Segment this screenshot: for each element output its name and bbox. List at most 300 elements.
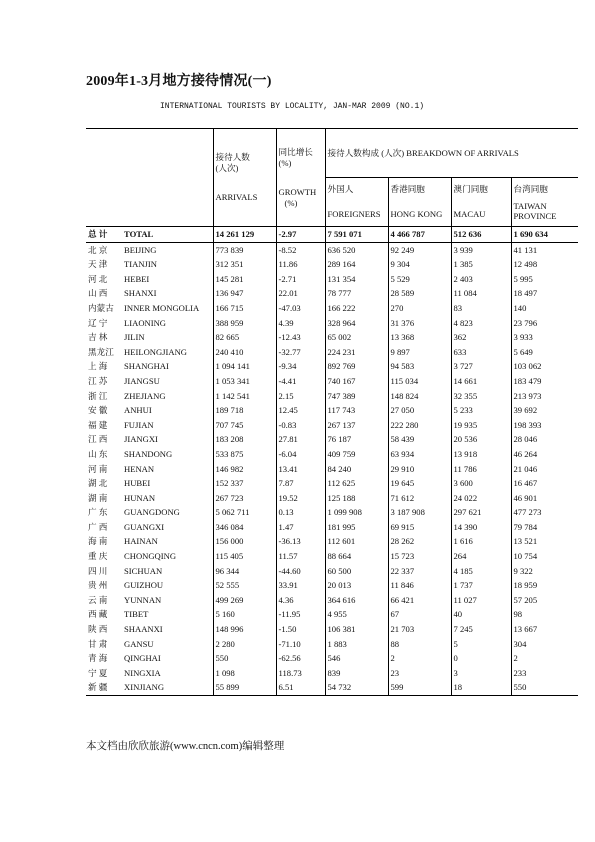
- region-cell: [86, 432, 213, 447]
- cell-macau: 11 786: [451, 462, 511, 477]
- region-en: YUNNAN: [124, 594, 162, 605]
- total-label: 总 计 TOTAL: [86, 227, 213, 243]
- cell-hongkong: 71 612: [388, 491, 451, 506]
- cell-hongkong: 222 280: [388, 418, 451, 433]
- cell-growth: -0.83: [276, 418, 325, 433]
- page-title: 2009年1-3月地方接待情况(一): [86, 74, 272, 89]
- region-en: HEILONGJIANG: [124, 346, 188, 357]
- cell-foreigners: 84 240: [325, 462, 388, 477]
- arrivals-header-cn-unit: (人次): [215, 163, 239, 173]
- region-cell: [86, 593, 213, 608]
- cell-foreigners: 20 013: [325, 578, 388, 593]
- table-row: [86, 286, 578, 301]
- cell-macau: 633: [451, 345, 511, 360]
- cell-hongkong: 28 589: [388, 286, 451, 301]
- growth-header: [276, 129, 325, 227]
- cell-hongkong: 2: [388, 651, 451, 666]
- cell-taiwan: 550: [511, 680, 578, 695]
- region-cn: 贵 州: [88, 580, 108, 591]
- cell-macau: 13 918: [451, 447, 511, 462]
- cell-foreigners: 60 500: [325, 564, 388, 579]
- cell-hongkong: 13 368: [388, 330, 451, 345]
- region-cell: [86, 301, 213, 316]
- cell-growth: 22.01: [276, 286, 325, 301]
- region-cn: 安 徽: [88, 405, 108, 416]
- region-cn: 福 建: [88, 419, 108, 430]
- cell-growth: 19.52: [276, 491, 325, 506]
- region-en: HUBEI: [124, 478, 151, 489]
- table-row: [86, 680, 578, 695]
- cell-foreigners: 4 955: [325, 607, 388, 622]
- total-hongkong: 4 466 787: [388, 227, 451, 243]
- region-cell: [86, 534, 213, 549]
- cell-hongkong: 22 337: [388, 564, 451, 579]
- table-row: [86, 272, 578, 287]
- region-cell: [86, 359, 213, 374]
- cell-arrivals: 312 351: [213, 257, 276, 272]
- table-row: [86, 359, 578, 374]
- cell-macau: 5 233: [451, 403, 511, 418]
- region-en: SHAANXI: [124, 624, 163, 635]
- table-row: [86, 666, 578, 681]
- cell-arrivals: 1 094 141: [213, 359, 276, 374]
- cell-hongkong: 31 376: [388, 316, 451, 331]
- cell-taiwan: 5 649: [511, 345, 578, 360]
- cell-foreigners: 181 995: [325, 520, 388, 535]
- cell-arrivals: 533 875: [213, 447, 276, 462]
- cell-macau: 14 661: [451, 374, 511, 389]
- region-cell: [86, 637, 213, 652]
- region-cn: 广 西: [88, 521, 108, 532]
- cell-hongkong: 69 915: [388, 520, 451, 535]
- cell-macau: 19 935: [451, 418, 511, 433]
- macau-header-cn: 澳门同胞: [453, 184, 488, 194]
- region-cell: [86, 257, 213, 272]
- cell-growth: -36.13: [276, 534, 325, 549]
- cell-arrivals: 136 947: [213, 286, 276, 301]
- table-row: [86, 520, 578, 535]
- cell-arrivals: 1 142 541: [213, 389, 276, 404]
- table-row: [86, 301, 578, 316]
- table-row: [86, 578, 578, 593]
- table-row: [86, 242, 578, 257]
- cell-macau: 3 727: [451, 359, 511, 374]
- table-row: [86, 622, 578, 637]
- cell-arrivals: 2 280: [213, 637, 276, 652]
- region-cn: 云 南: [88, 594, 108, 605]
- cell-foreigners: 267 137: [325, 418, 388, 433]
- region-en: ANHUI: [124, 405, 152, 416]
- cell-foreigners: 117 743: [325, 403, 388, 418]
- cell-arrivals: 5 062 711: [213, 505, 276, 520]
- cell-macau: 18: [451, 680, 511, 695]
- cell-foreigners: 106 381: [325, 622, 388, 637]
- taiwan-header: [511, 178, 578, 227]
- region-cn: 山 西: [88, 288, 108, 299]
- cell-arrivals: 346 084: [213, 520, 276, 535]
- footer-note: 本文档由欣欣旅游(www.cncn.com)编辑整理: [86, 741, 285, 752]
- region-cn: 甘 肃: [88, 638, 108, 649]
- region-cn: 湖 南: [88, 492, 108, 503]
- growth-header-cn: 同比增长: [278, 146, 313, 157]
- cell-macau: 264: [451, 549, 511, 564]
- table-row: [86, 593, 578, 608]
- cell-taiwan: 3 933: [511, 330, 578, 345]
- cell-growth: -12.43: [276, 330, 325, 345]
- region-cell: [86, 374, 213, 389]
- cell-foreigners: 289 164: [325, 257, 388, 272]
- cell-taiwan: 5 995: [511, 272, 578, 287]
- cell-taiwan: 21 046: [511, 462, 578, 477]
- cell-hongkong: 21 703: [388, 622, 451, 637]
- region-en: QINGHAI: [124, 653, 161, 664]
- region-en: FUJIAN: [124, 419, 154, 430]
- cell-growth: 6.51: [276, 680, 325, 695]
- cell-macau: 40: [451, 607, 511, 622]
- region-en: JIANGSU: [124, 375, 160, 386]
- cell-arrivals: 183 208: [213, 432, 276, 447]
- region-en: HENAN: [124, 463, 155, 474]
- cell-growth: 2.15: [276, 389, 325, 404]
- cell-taiwan: 12 498: [511, 257, 578, 272]
- cell-growth: 11.57: [276, 549, 325, 564]
- table-row: [86, 257, 578, 272]
- cell-foreigners: 839: [325, 666, 388, 681]
- region-cn: 陕 西: [88, 624, 108, 635]
- cell-taiwan: 103 062: [511, 359, 578, 374]
- region-cn: 上 海: [88, 361, 108, 372]
- cell-hongkong: 88: [388, 637, 451, 652]
- cell-hongkong: 66 421: [388, 593, 451, 608]
- region-cn: 浙 江: [88, 390, 108, 401]
- cell-arrivals: 267 723: [213, 491, 276, 506]
- page-subtitle: INTERNATIONAL TOURISTS BY LOCALITY, JAN-MAR 2009 (NO.1): [160, 102, 425, 111]
- region-cn: 宁 夏: [88, 667, 108, 678]
- cell-hongkong: 5 529: [388, 272, 451, 287]
- cell-macau: 1 385: [451, 257, 511, 272]
- cell-foreigners: 131 354: [325, 272, 388, 287]
- cell-macau: 3 600: [451, 476, 511, 491]
- cell-macau: 32 355: [451, 389, 511, 404]
- cell-growth: -32.77: [276, 345, 325, 360]
- region-cell: [86, 680, 213, 695]
- cell-taiwan: 79 784: [511, 520, 578, 535]
- table-row: [86, 316, 578, 331]
- arrivals-table: [86, 128, 578, 696]
- region-cell: [86, 607, 213, 622]
- region-cell: [86, 418, 213, 433]
- cell-taiwan: 477 273: [511, 505, 578, 520]
- region-cell: [86, 389, 213, 404]
- cell-foreigners: 65 002: [325, 330, 388, 345]
- region-cn: 辽 宁: [88, 317, 108, 328]
- region-cn: 广 东: [88, 507, 108, 518]
- table-row: [86, 403, 578, 418]
- region-cn: 黑龙江: [88, 346, 114, 357]
- cell-foreigners: 54 732: [325, 680, 388, 695]
- cell-foreigners: 636 520: [325, 242, 388, 257]
- region-en: JILIN: [124, 332, 145, 343]
- table-row: [86, 462, 578, 477]
- cell-growth: 4.36: [276, 593, 325, 608]
- cell-growth: -9.34: [276, 359, 325, 374]
- cell-foreigners: 747 389: [325, 389, 388, 404]
- cell-taiwan: 18 497: [511, 286, 578, 301]
- cell-growth: 118.73: [276, 666, 325, 681]
- region-cell: [86, 316, 213, 331]
- region-en: SHANGHAI: [124, 361, 169, 372]
- region-cn: 湖 北: [88, 478, 108, 489]
- cell-hongkong: 29 910: [388, 462, 451, 477]
- hongkong-header: [388, 178, 451, 227]
- cell-macau: 11 084: [451, 286, 511, 301]
- cell-foreigners: 112 625: [325, 476, 388, 491]
- region-en: SICHUAN: [124, 565, 163, 576]
- region-header: [86, 129, 213, 227]
- cell-taiwan: 28 046: [511, 432, 578, 447]
- cell-arrivals: 52 555: [213, 578, 276, 593]
- cell-hongkong: 67: [388, 607, 451, 622]
- cell-macau: 4 823: [451, 316, 511, 331]
- region-cn: 海 南: [88, 536, 108, 547]
- cell-taiwan: 213 973: [511, 389, 578, 404]
- cell-foreigners: 125 188: [325, 491, 388, 506]
- region-cn: 河 南: [88, 463, 108, 474]
- region-en: TIBET: [124, 609, 149, 620]
- cell-arrivals: 1 098: [213, 666, 276, 681]
- region-en: INNER MONGOLIA: [124, 302, 200, 313]
- table-row: [86, 374, 578, 389]
- region-cell: [86, 520, 213, 535]
- table-row: [86, 432, 578, 447]
- cell-growth: -44.60: [276, 564, 325, 579]
- cell-taiwan: 304: [511, 637, 578, 652]
- taiwan-header-cn: 台湾同胞: [513, 184, 548, 194]
- region-en: NINGXIA: [124, 667, 161, 678]
- region-en: XINJIANG: [124, 682, 165, 693]
- cell-hongkong: 28 262: [388, 534, 451, 549]
- cell-arrivals: 55 899: [213, 680, 276, 695]
- cell-arrivals: 96 344: [213, 564, 276, 579]
- region-cn: 重 庆: [88, 551, 108, 562]
- region-en: TIANJIN: [124, 259, 157, 270]
- cell-taiwan: 2: [511, 651, 578, 666]
- cell-arrivals: 166 715: [213, 301, 276, 316]
- region-en: ZHEJIANG: [124, 390, 166, 401]
- cell-hongkong: 9 897: [388, 345, 451, 360]
- cell-hongkong: 270: [388, 301, 451, 316]
- hongkong-header-cn: 香港同胞: [390, 184, 425, 194]
- region-en: BEIJING: [124, 244, 157, 255]
- macau-header-en: MACAU: [453, 208, 486, 219]
- region-en: GUANGXI: [124, 521, 165, 532]
- cell-arrivals: 499 269: [213, 593, 276, 608]
- cell-taiwan: 233: [511, 666, 578, 681]
- foreigners-header-en: FOREIGNERS: [327, 208, 381, 219]
- cell-growth: 7.87: [276, 476, 325, 491]
- cell-growth: 33.91: [276, 578, 325, 593]
- region-cell: [86, 651, 213, 666]
- foreigners-header-cn: 外国人: [327, 184, 354, 194]
- cell-hongkong: 19 645: [388, 476, 451, 491]
- cell-macau: 14 390: [451, 520, 511, 535]
- cell-hongkong: 23: [388, 666, 451, 681]
- cell-hongkong: 63 934: [388, 447, 451, 462]
- region-cn: 吉 林: [88, 332, 108, 343]
- cell-growth: -1.50: [276, 622, 325, 637]
- cell-taiwan: 18 959: [511, 578, 578, 593]
- table-row: [86, 534, 578, 549]
- cell-taiwan: 183 479: [511, 374, 578, 389]
- region-en: LIAONING: [124, 317, 167, 328]
- cell-growth: 11.86: [276, 257, 325, 272]
- cell-taiwan: 39 692: [511, 403, 578, 418]
- region-en: GUANGDONG: [124, 507, 180, 518]
- table-row: [86, 330, 578, 345]
- cell-hongkong: 27 050: [388, 403, 451, 418]
- cell-growth: 1.47: [276, 520, 325, 535]
- cell-macau: 0: [451, 651, 511, 666]
- region-cell: [86, 345, 213, 360]
- cell-foreigners: 364 616: [325, 593, 388, 608]
- region-cn: 青 海: [88, 653, 108, 664]
- cell-taiwan: 140: [511, 301, 578, 316]
- region-cn: 天 津: [88, 259, 108, 270]
- region-cell: [86, 447, 213, 462]
- cell-growth: -6.04: [276, 447, 325, 462]
- cell-arrivals: 240 410: [213, 345, 276, 360]
- cell-taiwan: 10 754: [511, 549, 578, 564]
- region-cn: 四 川: [88, 565, 108, 576]
- cell-arrivals: 189 718: [213, 403, 276, 418]
- table-row: [86, 637, 578, 652]
- cell-hongkong: 15 723: [388, 549, 451, 564]
- cell-hongkong: 94 583: [388, 359, 451, 374]
- region-cn: 新 疆: [88, 682, 108, 693]
- table-row: [86, 607, 578, 622]
- breakdown-header: 接待人数构成 (人次) BREAKDOWN OF ARRIVALS: [325, 129, 578, 178]
- region-cn: 江 西: [88, 434, 108, 445]
- total-foreigners: 7 591 071: [325, 227, 388, 243]
- cell-macau: 2 403: [451, 272, 511, 287]
- cell-hongkong: 58 439: [388, 432, 451, 447]
- cell-foreigners: 409 759: [325, 447, 388, 462]
- arrivals-header: [213, 129, 276, 227]
- region-cell: [86, 462, 213, 477]
- region-cn: 西 藏: [88, 609, 108, 620]
- taiwan-header-en-2: PROVINCE: [513, 210, 557, 221]
- cell-foreigners: 224 231: [325, 345, 388, 360]
- total-row: [86, 227, 578, 243]
- cell-taiwan: 41 131: [511, 242, 578, 257]
- region-en: GUIZHOU: [124, 580, 164, 591]
- cell-arrivals: 388 959: [213, 316, 276, 331]
- cell-arrivals: 148 996: [213, 622, 276, 637]
- region-cell: [86, 286, 213, 301]
- cell-macau: 20 536: [451, 432, 511, 447]
- cell-growth: 13.41: [276, 462, 325, 477]
- cell-macau: 11 027: [451, 593, 511, 608]
- table-row: [86, 651, 578, 666]
- growth-header-cn-unit: (%): [278, 157, 292, 168]
- cell-foreigners: 112 601: [325, 534, 388, 549]
- cell-taiwan: 9 322: [511, 564, 578, 579]
- cell-arrivals: 152 337: [213, 476, 276, 491]
- cell-taiwan: 198 393: [511, 418, 578, 433]
- total-taiwan: 1 690 634: [511, 227, 578, 243]
- cell-taiwan: 13 667: [511, 622, 578, 637]
- table-row: [86, 418, 578, 433]
- region-cell: [86, 505, 213, 520]
- region-en: SHANDONG: [124, 448, 173, 459]
- cell-foreigners: 88 664: [325, 549, 388, 564]
- cell-foreigners: 166 222: [325, 301, 388, 316]
- cell-hongkong: 599: [388, 680, 451, 695]
- cell-foreigners: 76 187: [325, 432, 388, 447]
- cell-hongkong: 92 249: [388, 242, 451, 257]
- cell-foreigners: 1 099 908: [325, 505, 388, 520]
- cell-taiwan: 13 521: [511, 534, 578, 549]
- table-row: [86, 447, 578, 462]
- region-en: HUNAN: [124, 492, 156, 503]
- total-arrivals: 14 261 129: [213, 227, 276, 243]
- cell-arrivals: 156 000: [213, 534, 276, 549]
- cell-macau: 24 022: [451, 491, 511, 506]
- cell-macau: 362: [451, 330, 511, 345]
- cell-hongkong: 3 187 908: [388, 505, 451, 520]
- region-cell: [86, 403, 213, 418]
- cell-taiwan: 57 205: [511, 593, 578, 608]
- cell-macau: 83: [451, 301, 511, 316]
- region-cell: [86, 272, 213, 287]
- region-cell: [86, 666, 213, 681]
- cell-growth: -47.03: [276, 301, 325, 316]
- region-en: JIANGXI: [124, 434, 158, 445]
- region-en: GANSU: [124, 638, 154, 649]
- cell-foreigners: 328 964: [325, 316, 388, 331]
- region-en: CHONGQING: [124, 551, 177, 562]
- cell-arrivals: 146 982: [213, 462, 276, 477]
- cell-growth: 0.13: [276, 505, 325, 520]
- cell-arrivals: 1 053 341: [213, 374, 276, 389]
- cell-arrivals: 550: [213, 651, 276, 666]
- macau-header: [451, 178, 511, 227]
- region-cn: 河 北: [88, 273, 108, 284]
- cell-hongkong: 11 846: [388, 578, 451, 593]
- region-cell: [86, 564, 213, 579]
- table-row: [86, 549, 578, 564]
- cell-hongkong: 9 304: [388, 257, 451, 272]
- table-row: [86, 389, 578, 404]
- table-row: [86, 505, 578, 520]
- cell-macau: 297 621: [451, 505, 511, 520]
- hongkong-header-en: HONG KONG: [390, 208, 443, 219]
- cell-macau: 5: [451, 637, 511, 652]
- growth-header-en-unit: (%): [284, 197, 298, 208]
- table-row: [86, 345, 578, 360]
- cell-growth: 12.45: [276, 403, 325, 418]
- cell-macau: 3 939: [451, 242, 511, 257]
- cell-arrivals: 707 745: [213, 418, 276, 433]
- region-cn: 江 苏: [88, 375, 108, 386]
- cell-macau: 1 737: [451, 578, 511, 593]
- cell-taiwan: 16 467: [511, 476, 578, 491]
- total-macau: 512 636: [451, 227, 511, 243]
- cell-arrivals: 115 405: [213, 549, 276, 564]
- cell-arrivals: 145 281: [213, 272, 276, 287]
- region-cell: [86, 622, 213, 637]
- cell-growth: -8.52: [276, 242, 325, 257]
